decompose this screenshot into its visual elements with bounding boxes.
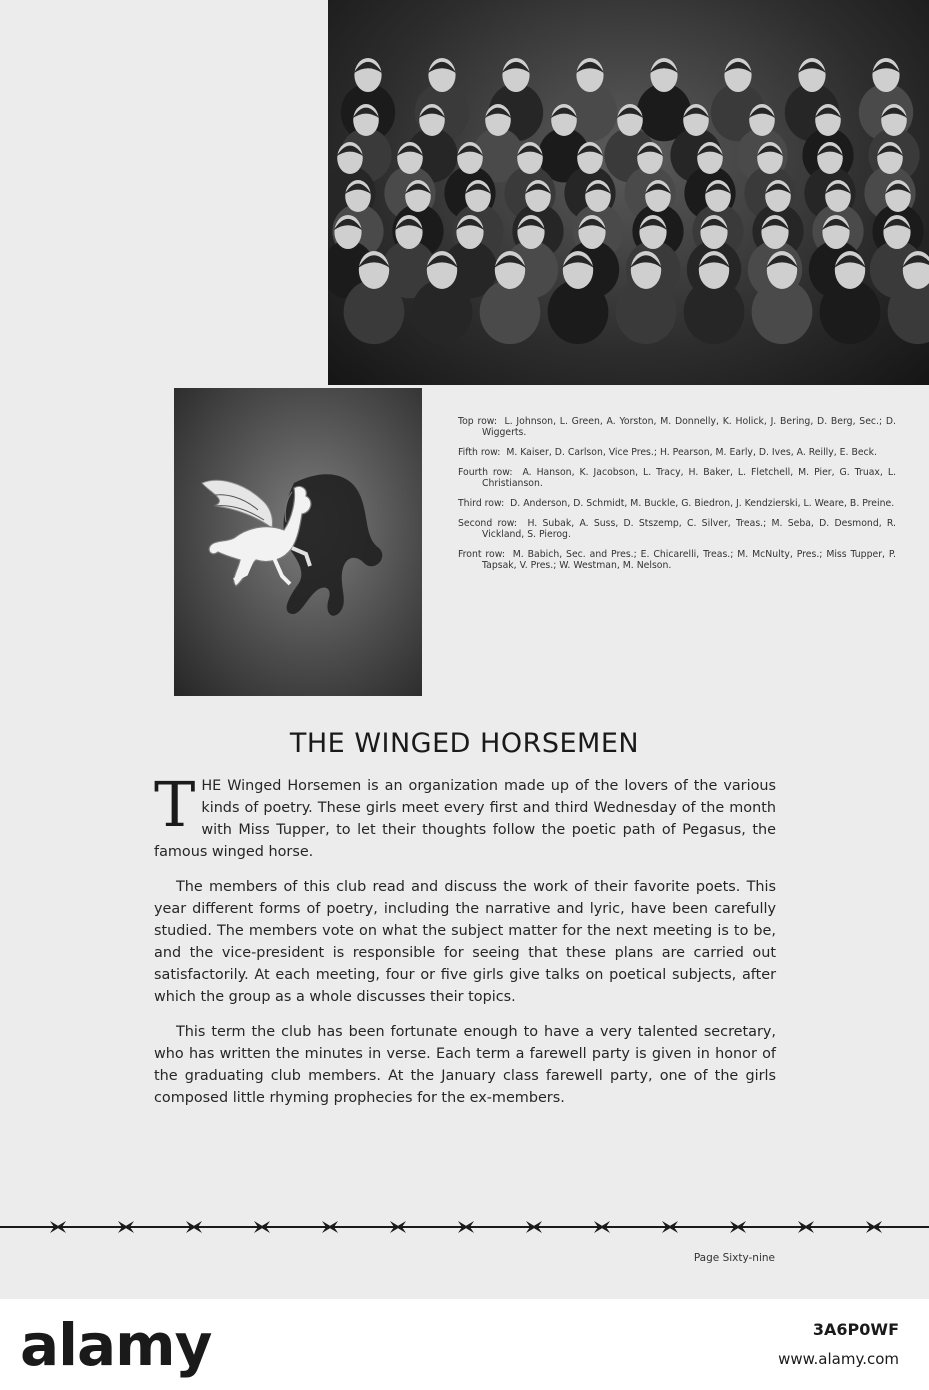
photo-caption — [458, 416, 896, 580]
person-body — [820, 280, 881, 345]
alamy-logo: alamy — [20, 1311, 212, 1379]
person-body — [684, 280, 745, 345]
person-body — [412, 280, 473, 345]
caption-third-row: Third row: D. Anderson, D. Schmidt, M. Buckle, G. Biedron, J. Kendzierski, L. Weare, B. Preine. — [458, 498, 895, 509]
article-body — [154, 768, 776, 1122]
caption-fifth-row: Fifth row: M. Kaiser, D. Carlson, Vice Pres.; H. Pearson, M. Early, D. Ives, A. Reilly, E. Beck. — [458, 447, 877, 458]
person-body — [548, 280, 609, 345]
caption-fourth-row: Fourth row: A. Hanson, K. Jacobson, L. Tracy, H. Baker, L. Fletchell, M. Pier, G. Truax, L. Christianson. — [458, 467, 896, 489]
article-paragraph-1: THE Winged Horsemen is an organization made up of the lovers of the various kinds of poetry. These girls meet every first and third Wednesday of the month with Miss Tupper, to let their thoughts follow the poetic path of Pegasus, the famous winged horse. — [154, 768, 776, 860]
stock-url-label: www.alamy.com — [778, 1350, 899, 1368]
club-group-photo — [328, 0, 929, 385]
person-body — [616, 280, 677, 345]
pegasus-emblem-photo — [174, 388, 422, 696]
image-id-label: 3A6P0WF — [812, 1320, 899, 1339]
person-body — [752, 280, 813, 345]
decorative-border-ornament — [0, 1220, 929, 1234]
group-photo-figures — [328, 0, 929, 385]
article-paragraph-3: This term the club has been fortunate enough to have a very talented secretary, who has written the minutes in verse. Each term a farewell party is given in honor of the graduating club members. At the January class farewell party, one of the girls composed little rhyming prophecies for the ex-members. — [154, 1024, 776, 1106]
article-title: THE WINGED HORSEMEN — [289, 728, 640, 759]
caption-second-row: Second row: H. Subak, A. Suss, D. Stszemp, C. Silver, Treas.; M. Seba, D. Desmond, R. Vickland, S. Pierog. — [458, 518, 896, 540]
person-body — [480, 280, 541, 345]
person-body — [344, 280, 405, 345]
caption-top-row: Top row: L. Johnson, L. Green, A. Yorston, M. Donnelly, K. Holick, J. Bering, D. Berg, Sec.; D. Wiggerts. — [458, 416, 896, 438]
page-number: Page Sixty-nine — [693, 1252, 775, 1264]
drop-cap: T — [154, 768, 196, 841]
pegasus-icon — [174, 388, 422, 696]
caption-front-row: Front row: M. Babich, Sec. and Pres.; E. Chicarelli, Treas.; M. McNulty, Pres.; Miss Tupper, P. Tapsak, V. Pres.; W. Westman, M. Nelson. — [458, 549, 896, 571]
article-paragraph-2: The members of this club read and discuss the work of their favorite poets. This year different forms of poetry, including the narrative and lyric, have been carefully studied. The members vote on what the subject matter for the next meeting is to be, and the vice-president is responsible for seeing that these plans are carried out satisfactorily. At each meeting, four or five girls give talks on poetical subjects, after which the group as a whole discusses their topics. — [154, 879, 776, 1005]
